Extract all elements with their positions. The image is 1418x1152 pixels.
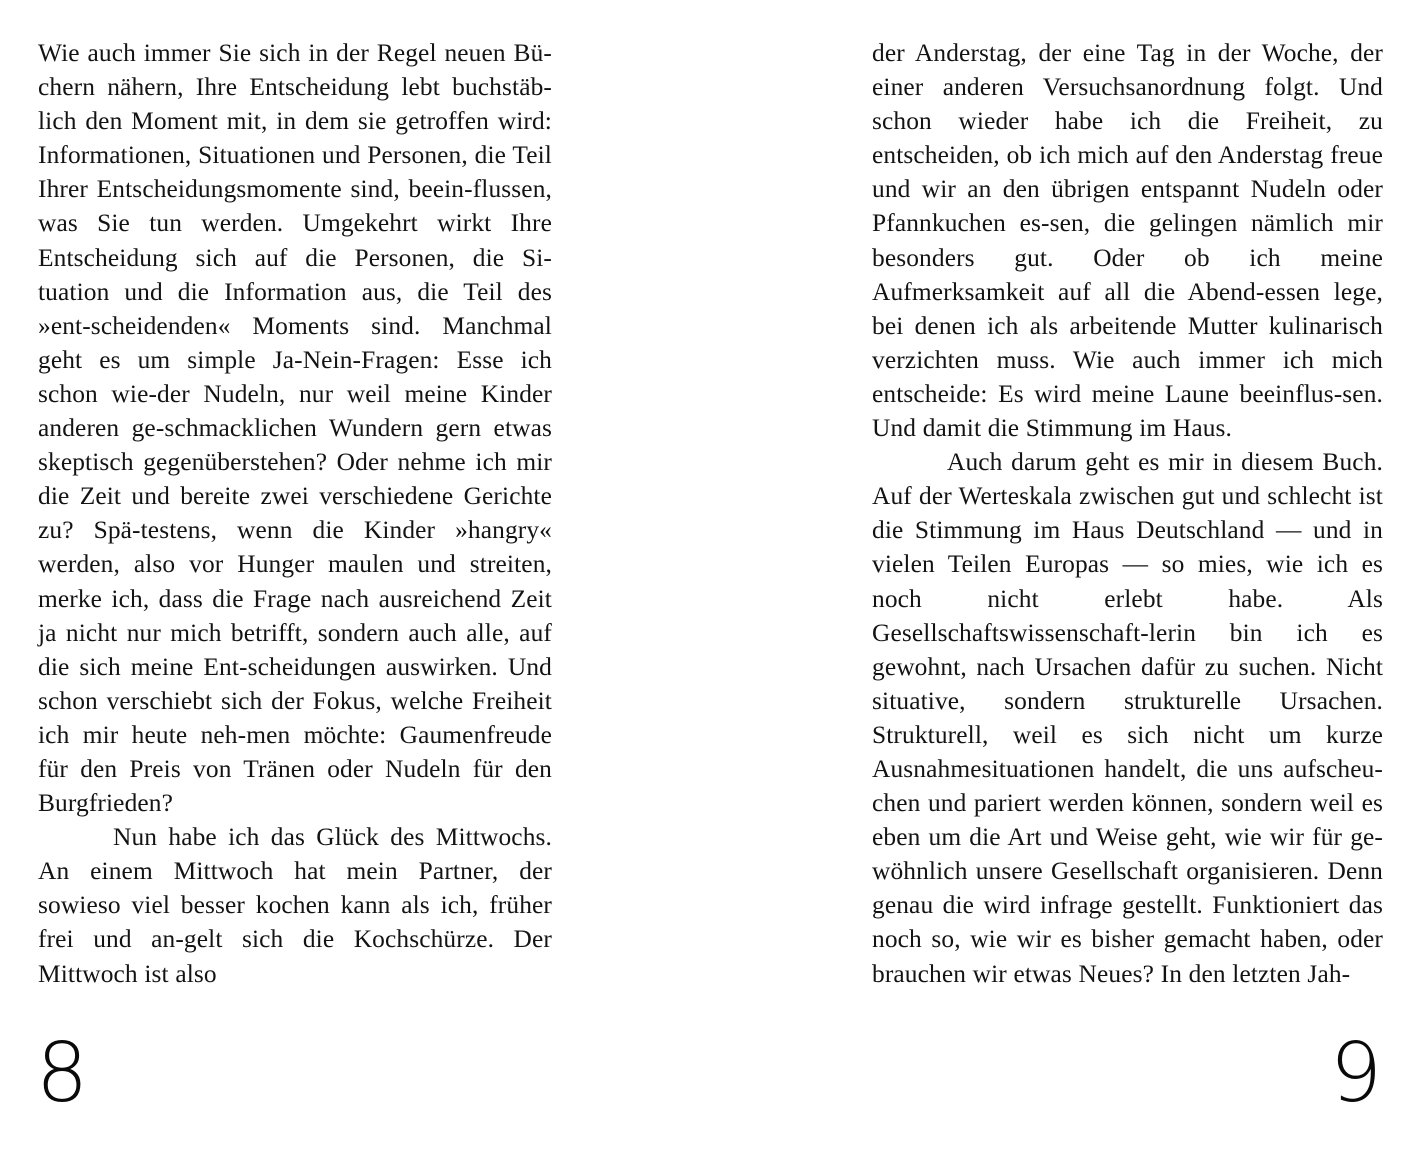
paragraph: Nun habe ich das Glück des Mittwochs. An einem Mittwoch hat mein Partner, der sowieso viel besser kochen kann als ich, früher frei und an-gelt sich die Kochschürze. Der Mittwoch ist also xyxy=(38,823,552,988)
paragraph: Auch darum geht es mir in diesem Buch. Auf der Werteskala zwischen gut und schlecht ist die Stimmung im Haus Deutschland — und in vielen Teilen Europas — so mies, wie ich es noch nicht erlebt habe. Als Gesellschaftswissenschaft-lerin bin ich es gewohnt, nach Ursachen dafür zu suchen. Nicht situative, sondern strukturelle Ursachen. Strukturell, weil es sich nicht um kurze Ausnahmesituationen handelt, die uns aufscheu-chen und pariert werden können, sondern weil es eben um die Art und Weise geht, wie wir für ge-wöhnlich unsere Gesellschaft organisieren. Denn genau die wird infrage gestellt. Funktioniert das noch so, wie wir es bisher gemacht haben, oder brauchen wir etwas Neues? In den letzten Jah- xyxy=(872,448,1383,988)
page-number-recto: 9 xyxy=(1329,1026,1382,1121)
body-text-verso xyxy=(38,36,552,991)
body-text-recto xyxy=(872,36,1383,991)
paragraph: Wie auch immer Sie sich in der Regel neuen Bü-chern nähern, Ihre Entscheidung lebt buchstäb-lich den Moment mit, in dem sie getroffen wird: Informationen, Situationen und Personen, die Teil Ihrer Entscheidungsmomente sind, beein-flussen, was Sie tun werden. Umgekehrt wirkt Ihre Entscheidung sich auf die Personen, die Si-tuation und die Information aus, die Teil des »ent-scheidenden« Moments sind. Manchmal geht es um simple Ja-Nein-Fragen: Esse ich schon wie-der Nudeln, nur weil meine Kinder anderen ge-schmacklichen Wundern gern etwas skeptisch gegenüberstehen? Oder nehme ich mir die Zeit und bereite zwei verschiedene Gerichte zu? Spä-testens, wenn die Kinder »hangry« werden, also vor Hunger maulen und streiten, merke ich, dass die Frage nach ausreichend Zeit ja nicht nur mich betrifft, sondern auch alle, auf die sich meine Ent-scheidungen auswirken. Und schon verschiebt sich der Fokus, welche Freiheit ich mir heute neh-men möchte: Gaumenfreude für den Preis von Tränen oder Nudeln für den Burgfrieden? xyxy=(38,39,552,818)
page-number-verso: 8 xyxy=(36,1026,89,1121)
paragraph: der Anderstag, der eine Tag in der Woche, der einer anderen Versuchsanordnung folgt. Und schon wieder habe ich die Freiheit, zu entscheiden, ob ich mich auf den Anderstag freue und wir an den übrigen entspannt Nudeln oder Pfannkuchen es-sen, die gelingen nämlich mir besonders gut. Oder ob ich meine Aufmerksamkeit auf all die Abend-essen lege, bei denen ich als arbeitende Mutter kulinarisch verzichten muss. Wie auch immer ich mich entscheide: Es wird meine Laune beeinflus-sen. Und damit die Stimmung im Haus. xyxy=(872,39,1383,443)
page-recto xyxy=(709,0,1418,1152)
